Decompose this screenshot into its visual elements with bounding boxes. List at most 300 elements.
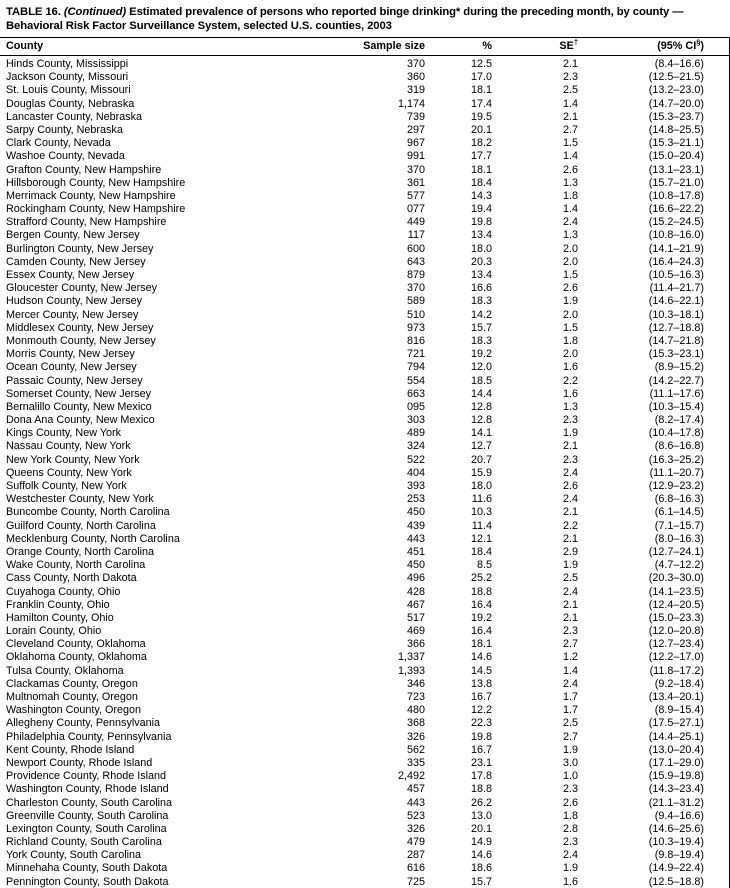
title-continued: (Continued) xyxy=(63,6,127,18)
percent-cell: 16.4 xyxy=(470,598,492,611)
county-cell: Grafton County, New Hampshire xyxy=(6,163,162,176)
ci-cell: (12.2–17.0) xyxy=(648,651,704,664)
ci-cell: (14.9–22.4) xyxy=(648,862,704,875)
ci-cell: (10.4–17.8) xyxy=(648,427,704,440)
sample-size-cell: 523 xyxy=(406,809,425,822)
county-cell: Wake County, North Carolina xyxy=(6,559,146,572)
se-cell: 1.4 xyxy=(562,150,578,163)
sample-size-cell: 326 xyxy=(406,822,425,835)
table-row xyxy=(0,216,730,229)
percent-cell: 13.4 xyxy=(470,229,492,242)
table-row xyxy=(0,783,730,796)
ci-cell: (12.5–18.8) xyxy=(648,875,704,888)
percent-cell: 18.4 xyxy=(470,176,492,189)
sample-size-cell: 326 xyxy=(406,730,425,743)
county-cell: Cuyahoga County, Ohio xyxy=(6,585,121,598)
sample-size-cell: 725 xyxy=(406,875,425,888)
se-cell: 2.0 xyxy=(562,242,578,255)
table-row xyxy=(0,599,730,612)
column-header-col-county: County xyxy=(0,38,350,56)
ci-cell: (10.3–15.4) xyxy=(648,400,704,413)
sample-size-cell: 404 xyxy=(406,466,425,479)
ci-cell: (16.3–25.2) xyxy=(648,453,704,466)
ci-cell: (11.8–17.2) xyxy=(649,664,704,677)
percent-cell: 14.3 xyxy=(470,189,492,202)
se-cell: 2.0 xyxy=(562,255,578,268)
county-cell: Multnomah County, Oregon xyxy=(6,691,138,703)
se-cell: 1.5 xyxy=(562,269,578,281)
se-cell: 3.0 xyxy=(562,756,578,769)
sample-size-cell: 643 xyxy=(406,255,425,268)
percent-cell: 19.5 xyxy=(470,110,492,123)
table-row xyxy=(0,388,730,401)
ci-cell: (13.4–20.1) xyxy=(648,691,704,703)
ci-cell: (15.0–23.3) xyxy=(648,611,704,624)
sample-size-cell: 303 xyxy=(406,414,425,427)
sample-size-cell: 319 xyxy=(406,84,425,97)
table-row xyxy=(0,137,730,150)
ci-cell: (8.4–16.6) xyxy=(654,58,704,70)
se-cell: 1.4 xyxy=(562,664,578,677)
se-cell: 1.9 xyxy=(562,559,578,572)
se-cell: 2.1 xyxy=(562,110,578,123)
table-row xyxy=(0,480,730,493)
table-row xyxy=(0,124,730,137)
ci-cell: (7.1–15.7) xyxy=(654,519,704,532)
se-cell: 2.7 xyxy=(562,123,578,136)
percent-cell: 19.8 xyxy=(470,730,492,743)
county-cell: Middlesex County, New Jersey xyxy=(6,321,154,334)
county-cell: Rockingham County, New Hampshire xyxy=(6,203,186,216)
ci-cell: (12.9–23.2) xyxy=(648,480,704,492)
percent-cell: 13.0 xyxy=(470,809,492,822)
county-cell: Strafford County, New Hampshire xyxy=(6,216,167,229)
table-row xyxy=(0,731,730,744)
sample-size-cell: 739 xyxy=(406,110,425,123)
sample-size-cell: 967 xyxy=(406,137,425,150)
se-cell: 2.2 xyxy=(562,519,578,532)
county-cell: Minnehaha County, South Dakota xyxy=(6,862,168,875)
sample-size-cell: 510 xyxy=(406,308,425,321)
table-row xyxy=(0,401,730,414)
ci-cell: (14.6–25.6) xyxy=(648,822,704,835)
table-row xyxy=(0,414,730,427)
county-cell: Westchester County, New York xyxy=(6,493,154,506)
sample-size-cell: 370 xyxy=(406,163,425,176)
se-cell: 2.1 xyxy=(562,532,578,545)
county-cell: Bernalillo County, New Mexico xyxy=(6,400,152,413)
county-cell: Tulsa County, Oklahoma xyxy=(6,664,124,677)
sample-size-cell: 393 xyxy=(406,480,425,492)
county-cell: York County, South Carolina xyxy=(6,849,142,862)
percent-cell: 18.4 xyxy=(470,545,492,558)
percent-cell: 16.6 xyxy=(470,282,492,295)
percent-cell: 15.7 xyxy=(470,321,492,334)
percent-cell: 25.2 xyxy=(470,572,492,585)
percent-cell: 18.1 xyxy=(470,638,492,651)
se-cell: 2.1 xyxy=(562,598,578,611)
ci-cell: (12.7–23.4) xyxy=(648,638,704,651)
ci-cell: (14.6–22.1) xyxy=(648,295,704,308)
table-row xyxy=(0,467,730,480)
table-row xyxy=(0,876,730,888)
sample-size-cell: 479 xyxy=(406,836,425,849)
county-cell: Lexington County, South Carolina xyxy=(6,822,167,835)
county-cell: Hinds County, Mississippi xyxy=(6,58,129,70)
ci-cell: (14.1–21.9) xyxy=(648,242,704,255)
se-cell: 2.3 xyxy=(562,625,578,638)
se-cell: 2.4 xyxy=(562,585,578,598)
county-cell: Kent County, Rhode Island xyxy=(6,743,135,756)
county-cell: Hamilton County, Ohio xyxy=(6,611,114,624)
county-cell: Bergen County, New Jersey xyxy=(6,229,140,242)
sample-size-cell: 439 xyxy=(406,519,425,532)
percent-cell: 17.4 xyxy=(470,97,492,110)
se-cell: 1.8 xyxy=(562,334,578,347)
table-row xyxy=(0,282,730,295)
ci-cell: (8.9–15.2) xyxy=(654,361,704,374)
sample-size-cell: 723 xyxy=(406,691,425,703)
ci-cell: (14.7–21.8) xyxy=(648,334,704,347)
table-row xyxy=(0,269,730,282)
county-cell: Cass County, North Dakota xyxy=(6,572,137,585)
se-cell: 1.8 xyxy=(562,809,578,822)
table-row xyxy=(0,533,730,546)
county-cell: Gloucester County, New Jersey xyxy=(6,282,158,295)
ci-cell: (15.7–21.0) xyxy=(648,176,704,189)
ci-cell: (15.3–21.1) xyxy=(648,137,704,150)
county-cell: Kings County, New York xyxy=(6,427,122,440)
percent-cell: 13.4 xyxy=(470,269,492,281)
percent-cell: 8.5 xyxy=(476,559,492,572)
table-row xyxy=(0,229,730,242)
se-cell: 1.4 xyxy=(562,97,578,110)
table-row xyxy=(0,98,730,111)
se-cell: 2.5 xyxy=(562,717,578,730)
se-cell: 2.1 xyxy=(562,506,578,519)
table-row xyxy=(0,190,730,203)
sample-size-cell: 451 xyxy=(406,545,425,558)
sample-size-cell: 2,492 xyxy=(397,770,425,783)
se-cell: 2.2 xyxy=(562,374,578,387)
sample-size-cell: 879 xyxy=(406,269,425,281)
percent-cell: 12.0 xyxy=(470,361,492,374)
sample-size-cell: 480 xyxy=(406,704,425,717)
column-header-col-ci: (95% CI§) xyxy=(578,38,730,56)
percent-cell: 10.3 xyxy=(470,506,492,519)
county-cell: Allegheny County, Pennsylvania xyxy=(6,717,161,730)
sample-size-cell: 450 xyxy=(406,506,425,519)
se-cell: 2.8 xyxy=(562,822,578,835)
percent-cell: 18.5 xyxy=(470,374,492,387)
county-cell: Monmouth County, New Jersey xyxy=(6,334,156,347)
sample-size-cell: 1,174 xyxy=(397,97,425,110)
percent-cell: 18.8 xyxy=(470,585,492,598)
ci-cell: (6.1–14.5) xyxy=(654,506,704,519)
se-cell: 1.0 xyxy=(562,770,578,783)
se-cell: 2.3 xyxy=(562,836,578,849)
percent-cell: 18.0 xyxy=(470,242,492,255)
table-row xyxy=(0,56,730,72)
percent-cell: 20.3 xyxy=(470,255,492,268)
county-cell: Oklahoma County, Oklahoma xyxy=(6,651,147,664)
county-cell: Merrimack County, New Hampshire xyxy=(6,189,176,202)
table-title-line1 xyxy=(6,5,724,19)
county-cell: Jackson County, Missouri xyxy=(6,71,129,84)
table-row xyxy=(0,836,730,849)
ci-cell: (9.2–18.4) xyxy=(654,677,704,690)
sample-size-cell: 1,393 xyxy=(397,664,425,677)
ci-cell: (14.4–25.1) xyxy=(648,730,704,743)
se-cell: 1.9 xyxy=(562,743,578,756)
percent-cell: 18.2 xyxy=(470,137,492,150)
county-cell: Mercer County, New Jersey xyxy=(6,308,139,321)
sample-size-cell: 449 xyxy=(406,216,425,229)
percent-cell: 16.4 xyxy=(470,625,492,638)
county-cell: Lorain County, Ohio xyxy=(6,625,102,638)
ci-cell: (12.7–18.8) xyxy=(648,321,704,334)
percent-cell: 15.7 xyxy=(470,875,492,888)
table-row xyxy=(0,111,730,124)
percent-cell: 16.7 xyxy=(470,691,492,703)
table-row xyxy=(0,84,730,97)
ci-cell: (8.6–16.8) xyxy=(654,440,704,453)
ci-cell: (8.2–17.4) xyxy=(654,414,704,427)
ci-cell: (10.3–19.4) xyxy=(648,836,704,849)
sample-size-cell: 496 xyxy=(406,572,425,585)
se-cell: 2.3 xyxy=(562,414,578,427)
table-row xyxy=(0,203,730,216)
table-row xyxy=(0,427,730,440)
table-row xyxy=(0,849,730,862)
se-cell: 1.5 xyxy=(562,137,578,150)
se-cell: 2.7 xyxy=(562,638,578,651)
county-cell: Charleston County, South Carolina xyxy=(6,796,173,809)
ci-cell: (11.1–17.6) xyxy=(649,387,704,400)
sample-size-cell: 253 xyxy=(406,493,425,506)
se-cell: 2.0 xyxy=(562,308,578,321)
county-cell: Mecklenburg County, North Carolina xyxy=(6,532,180,545)
percent-cell: 20.1 xyxy=(470,822,492,835)
title-text: Estimated prevalence of persons who reported binge drinking* during the preceding month, by county — xyxy=(129,6,684,18)
se-cell: 1.4 xyxy=(562,203,578,216)
percent-cell: 18.1 xyxy=(470,84,492,97)
sample-size-cell: 467 xyxy=(406,598,425,611)
sample-size-cell: 428 xyxy=(406,585,425,598)
se-cell: 2.6 xyxy=(562,282,578,295)
se-cell: 2.3 xyxy=(562,453,578,466)
sample-size-cell: 443 xyxy=(406,796,425,809)
county-cell: Dona Ana County, New Mexico xyxy=(6,414,155,427)
se-cell: 1.7 xyxy=(562,704,578,717)
county-cell: Buncombe County, North Carolina xyxy=(6,506,170,519)
percent-cell: 12.7 xyxy=(470,440,492,453)
percent-cell: 19.8 xyxy=(470,216,492,229)
sample-size-cell: 287 xyxy=(406,849,425,862)
table-number: TABLE 16. xyxy=(6,6,61,18)
sample-size-cell: 368 xyxy=(406,717,425,730)
sample-size-cell: 324 xyxy=(406,440,425,453)
county-cell: Richland County, South Carolina xyxy=(6,836,162,849)
table-row xyxy=(0,625,730,638)
county-cell: Camden County, New Jersey xyxy=(6,255,146,268)
percent-cell: 18.0 xyxy=(470,480,492,492)
county-cell: Somerset County, New Jersey xyxy=(6,387,152,400)
se-cell: 2.6 xyxy=(562,796,578,809)
sample-size-cell: 489 xyxy=(406,427,425,440)
table-title-line2: Behavioral Risk Factor Surveillance System, selected U.S. counties, 2003 xyxy=(6,20,392,32)
table-row xyxy=(0,243,730,256)
county-cell: Douglas County, Nebraska xyxy=(6,97,135,110)
se-cell: 1.9 xyxy=(562,295,578,308)
ci-cell: (12.5–21.5) xyxy=(648,71,704,84)
se-cell: 2.3 xyxy=(562,71,578,84)
sample-size-cell: 077 xyxy=(406,203,425,216)
percent-cell: 11.4 xyxy=(471,519,492,532)
sample-size-cell: 335 xyxy=(406,756,425,769)
sample-size-cell: 794 xyxy=(406,361,425,374)
county-cell: Lancaster County, Nebraska xyxy=(6,110,143,123)
county-cell: Essex County, New Jersey xyxy=(6,269,135,281)
county-cell: Franklin County, Ohio xyxy=(6,598,110,611)
county-cell: Newport County, Rhode Island xyxy=(6,756,153,769)
percent-cell: 18.1 xyxy=(470,163,492,176)
percent-cell: 19.2 xyxy=(470,611,492,624)
ci-cell: (13.2–23.0) xyxy=(648,84,704,97)
ci-cell: (17.1–29.0) xyxy=(648,756,704,769)
se-cell: 2.4 xyxy=(562,216,578,229)
percent-cell: 14.5 xyxy=(470,664,492,677)
prevalence-table xyxy=(0,37,730,888)
ci-cell: (12.4–20.5) xyxy=(648,598,704,611)
table-row xyxy=(0,559,730,572)
ci-cell: (15.2–24.5) xyxy=(648,216,704,229)
sample-size-cell: 1,337 xyxy=(397,651,425,664)
ci-cell: (10.3–18.1) xyxy=(648,308,704,321)
se-cell: 1.3 xyxy=(562,400,578,413)
table-row xyxy=(0,665,730,678)
se-cell: 2.4 xyxy=(562,677,578,690)
se-cell: 2.1 xyxy=(562,611,578,624)
percent-cell: 18.6 xyxy=(470,862,492,875)
county-cell: Clark County, Nevada xyxy=(6,137,111,150)
table-row xyxy=(0,164,730,177)
percent-cell: 16.7 xyxy=(470,743,492,756)
table-header-row xyxy=(0,38,730,56)
county-cell: Cleveland County, Oklahoma xyxy=(6,638,146,651)
sample-size-cell: 600 xyxy=(406,242,425,255)
percent-cell: 22.3 xyxy=(470,717,492,730)
table-row xyxy=(0,651,730,664)
se-cell: 1.7 xyxy=(562,691,578,703)
ci-cell: (16.6–22.2) xyxy=(648,203,704,216)
table-row xyxy=(0,454,730,467)
county-cell: Washington County, Oregon xyxy=(6,704,142,717)
ci-cell: (10.5–16.3) xyxy=(648,269,704,281)
table-row xyxy=(0,586,730,599)
sample-size-cell: 816 xyxy=(406,334,425,347)
se-cell: 1.8 xyxy=(562,189,578,202)
ci-cell: (15.0–20.4) xyxy=(648,150,704,163)
footnote-marker: † xyxy=(573,37,578,47)
percent-cell: 18.8 xyxy=(470,783,492,796)
table-row xyxy=(0,309,730,322)
se-cell: 2.3 xyxy=(562,783,578,796)
sample-size-cell: 973 xyxy=(406,321,425,334)
percent-cell: 18.3 xyxy=(470,334,492,347)
column-header-col-n: Sample size xyxy=(350,38,425,56)
se-cell: 1.6 xyxy=(562,875,578,888)
ci-cell: (15.9–19.8) xyxy=(648,770,704,783)
se-cell: 2.4 xyxy=(562,849,578,862)
table-title xyxy=(0,0,730,37)
table-row xyxy=(0,572,730,585)
sample-size-cell: 522 xyxy=(406,453,425,466)
percent-cell: 12.1 xyxy=(470,532,492,545)
county-cell: Greenville County, South Carolina xyxy=(6,809,169,822)
table-row xyxy=(0,71,730,84)
table-row xyxy=(0,335,730,348)
table-row xyxy=(0,256,730,269)
ci-cell: (4.7–12.2) xyxy=(654,559,704,572)
ci-cell: (16.4–24.3) xyxy=(648,255,704,268)
table-row xyxy=(0,322,730,335)
table-row xyxy=(0,493,730,506)
sample-size-cell: 370 xyxy=(406,282,425,295)
percent-cell: 23.1 xyxy=(470,756,492,769)
se-cell: 1.9 xyxy=(562,427,578,440)
ci-cell: (12.0–20.8) xyxy=(648,625,704,638)
ci-cell: (14.2–22.7) xyxy=(648,374,704,387)
ci-cell: (9.8–19.4) xyxy=(654,849,704,862)
county-cell: Morris County, New Jersey xyxy=(6,348,135,361)
sample-size-cell: 517 xyxy=(406,611,425,624)
table-row xyxy=(0,295,730,308)
ci-cell: (12.7–24.1) xyxy=(648,545,704,558)
ci-cell: (10.8–16.0) xyxy=(648,229,704,242)
percent-cell: 13.8 xyxy=(470,677,492,690)
table-row xyxy=(0,375,730,388)
percent-cell: 14.9 xyxy=(470,836,492,849)
table-row xyxy=(0,520,730,533)
ci-cell: (15.3–23.7) xyxy=(648,110,704,123)
ci-cell: (9.4–16.6) xyxy=(654,809,704,822)
sample-size-cell: 577 xyxy=(406,189,425,202)
se-cell: 2.0 xyxy=(562,348,578,361)
table-row xyxy=(0,638,730,651)
ci-cell: (10.8–17.8) xyxy=(648,189,704,202)
column-header-col-pct: % xyxy=(425,38,492,56)
ci-cell: (8.9–15.4) xyxy=(654,704,704,717)
ci-cell: (14.8–25.5) xyxy=(648,123,704,136)
county-cell: Burlington County, New Jersey xyxy=(6,242,154,255)
percent-cell: 14.6 xyxy=(470,651,492,664)
percent-cell: 12.2 xyxy=(470,704,492,717)
table-body xyxy=(0,56,730,888)
se-cell: 2.5 xyxy=(562,84,578,97)
sample-size-cell: 589 xyxy=(406,295,425,308)
ci-cell: (8.0–16.3) xyxy=(654,532,704,545)
se-cell: 2.6 xyxy=(562,163,578,176)
ci-cell: (11.4–21.7) xyxy=(649,282,704,295)
se-cell: 2.9 xyxy=(562,545,578,558)
ci-cell: (14.1–23.5) xyxy=(648,585,704,598)
sample-size-cell: 346 xyxy=(406,677,425,690)
county-cell: Philadelphia County, Pennsylvania xyxy=(6,730,172,743)
table-row xyxy=(0,717,730,730)
percent-cell: 20.7 xyxy=(470,453,492,466)
table-row xyxy=(0,757,730,770)
